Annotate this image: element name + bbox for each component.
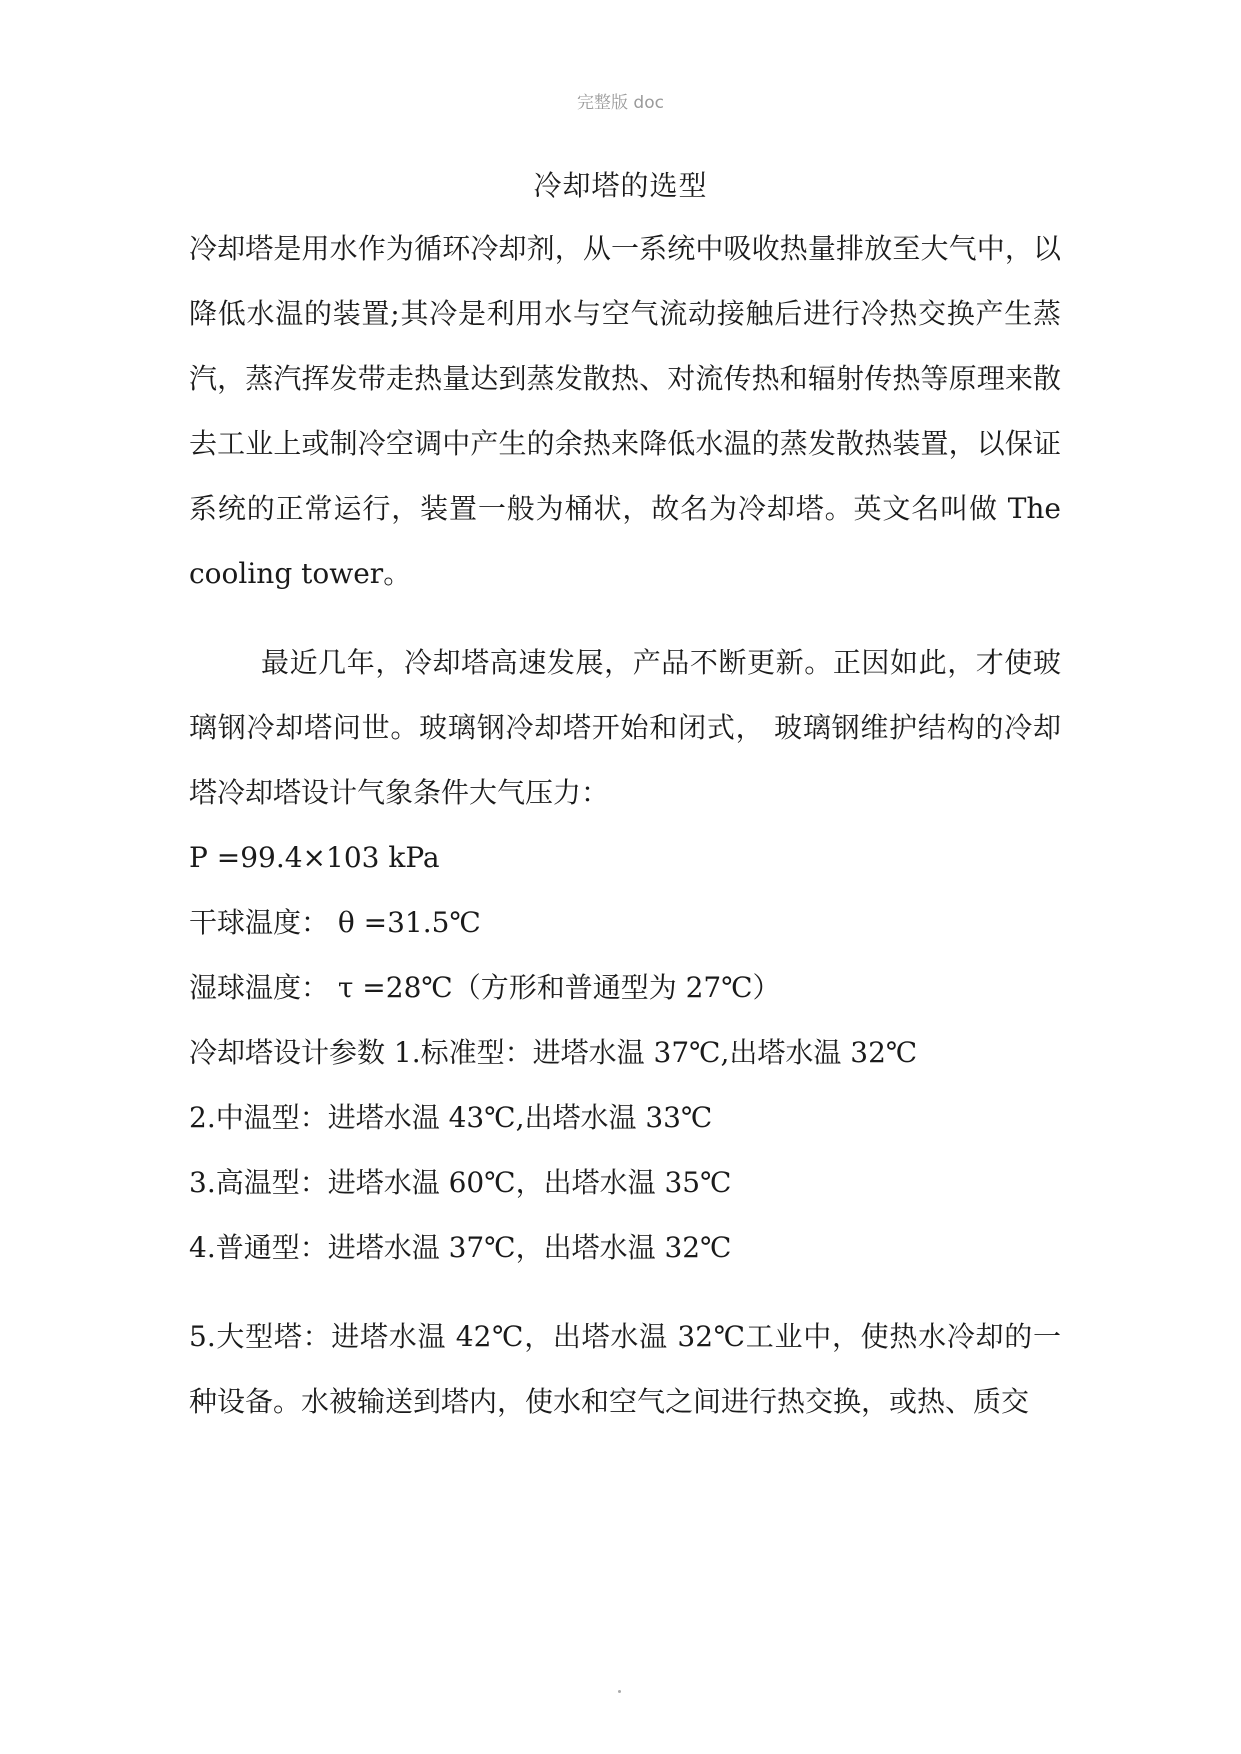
page-footer-dot	[618, 1690, 621, 1693]
params-line-2: 2.中温型：进塔水温 43℃,出塔水温 33℃	[189, 1101, 713, 1134]
development-paragraph: 最近几年，冷却塔高速发展，产品不断更新。正因如此，才使玻璃钢冷却塔问世。玻璃钢冷却塔开始和闭式， 玻璃钢维护结构的冷却塔冷却塔设计气象条件大气压力：	[189, 646, 1061, 809]
params-line-4: 4.普通型：进塔水温 37℃，出塔水温 32℃	[189, 1231, 732, 1264]
wet-bulb-line: 湿球温度： τ =28℃（方形和普通型为 27℃）	[189, 971, 781, 1004]
document-body	[189, 216, 1061, 1434]
params-line-1: 冷却塔设计参数 1.标准型：进塔水温 37℃,出塔水温 32℃	[189, 1036, 918, 1069]
intro-paragraph: 冷却塔是用水作为循环冷却剂，从一系统中吸收热量排放至大气中，以降低水温的装置;其冷是利用水与空气流动接触后进行冷热交换产生蒸汽，蒸汽挥发带走热量达到蒸发散热、对流传热和辐射传热等原理来散去工业上或制冷空调中产生的余热来降低水温的蒸发散热装置，以保证系统的正常运行，装置一般为桶状，故名为冷却塔。英文名叫做 The cooling tower。	[189, 232, 1061, 590]
page-header: 完整版 doc	[577, 93, 664, 113]
dry-bulb-line: 干球温度： θ =31.5℃	[189, 906, 481, 939]
params-line-3: 3.高温型：进塔水温 60℃，出塔水温 35℃	[189, 1166, 732, 1199]
pressure-line: P =99.4×103 kPa	[189, 841, 440, 874]
params-line-5: 5.大型塔：进塔水温 42℃，出塔水温 32℃工业中，使热水冷却的一种设备。水被输送到塔内，使水和空气之间进行热交换，或热、质交	[189, 1320, 1061, 1418]
document-title: 冷却塔的选型	[533, 169, 708, 202]
